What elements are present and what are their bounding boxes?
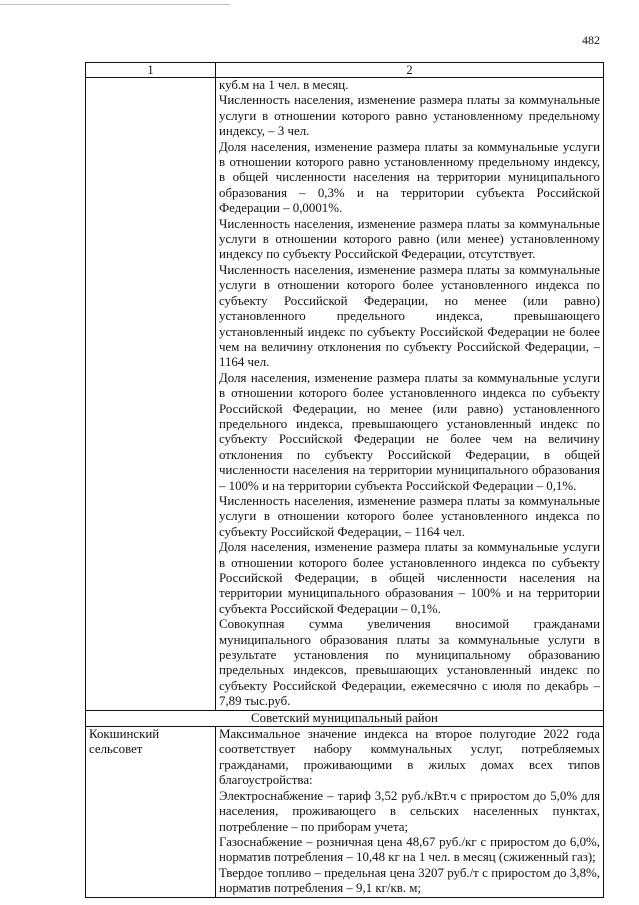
paragraph: Совокупная сумма увеличения вносимой гражданами муниципального образования платы за коммунальные услуги в результате установления по муниципальному образованию предельных индексов, превышающих установленный индекс по субъекту Российской Федерации, ежемесячно с июля по декабрь – 7,89 тыс.руб. (219, 617, 600, 709)
paragraph: Численность населения, изменение размера платы за коммунальные услуги в отношении которого равно установленному предельному индексу, – 3 чел. (219, 93, 600, 139)
document-table (85, 62, 604, 898)
paragraph: Численность населения, изменение размера платы за коммунальные услуги в отношении которого более установленного индекса по субъекту Российской Федерации, – 1164 чел. (219, 493, 600, 539)
paragraph: Численность населения, изменение размера платы за коммунальные услуги в отношении которого более установленного индекса по субъекту Российской Федерации, но менее (или равно) установленного предельного индекса, превышающего установленный индекс по субъекту Российской Федерации не более чем на величину отклонения по субъекту Российской Федерации, – 1164 чел. (219, 262, 600, 370)
paragraph: Доля населения, изменение размера платы за коммунальные услуги в отношении которого более установленного индекса по субъекту Российской Федерации, в общей численности населения на территории муниципального образования – 100% и на территории субъекта Российской Федерации – 0,1%. (219, 540, 600, 616)
scan-edge-line (0, 4, 230, 5)
table-row (86, 78, 604, 711)
paragraph: Доля населения, изменение размера платы за коммунальные услуги в отношении которого более установленного индекса по субъекту Российской Федерации, но менее (или равно) установленного предельного индекса, превышающего установленный индекс по субъекту Российской Федерации не более чем на величину отклонения по субъекту Российской Федерации, в общей численности населения на территории муниципального образования – 100% и на территории субъекта Российской Федерации – 0,1%. (219, 370, 600, 493)
paragraph: Доля населения, изменение размера платы за коммунальные услуги в отношении которого равно установленному предельному индексу, в общей численности населения на территории муниципального образования – 0,3% и на территории субъекта Российской Федерации – 0,0001%. (219, 139, 600, 216)
row2-text-cell (216, 727, 604, 897)
region-title: Советский муниципальный район (86, 710, 604, 726)
row1-left-cell (86, 78, 216, 711)
paragraph: куб.м на 1 чел. в месяц. (219, 78, 349, 92)
paragraph: Газоснабжение – розничная цена 48,67 руб./кг с приростом до 6,0%, норматив потребления – 10,48 кг на 1 чел. в месяц (сжиженный газ); (219, 834, 600, 865)
row1-text-cell (216, 78, 604, 711)
municipality-type: сельсовет (89, 742, 143, 757)
page-number: 482 (582, 33, 600, 47)
table-header-row (86, 63, 604, 78)
paragraph: Электроснабжение – тариф 3,52 руб./кВт.ч с приростом до 5,0% для населения, проживающего в сельских населенных пунктах, потребление – по приборам учета; (219, 788, 600, 834)
table-row (86, 727, 604, 897)
municipality-cell (86, 727, 216, 897)
municipality-name: Кокшинский (89, 727, 160, 742)
column-header-2: 2 (216, 63, 604, 78)
column-header-1: 1 (86, 63, 216, 78)
paragraph: Численность населения, изменение размера платы за коммунальные услуги в отношении которого равно (или менее) установленному индексу по субъекту Российской Федерации, отсутствует. (219, 216, 600, 262)
region-header-row (86, 710, 604, 726)
paragraph: Максимальное значение индекса на второе полугодие 2022 года соответствует набору коммунальных услуг, потребляемых гражданами, проживающими в жилых домах всех типов благоустройства: (219, 727, 600, 788)
paragraph: Твердое топливо – предельная цена 3207 руб./т с приростом до 3,8%, норматив потребления – 9,1 кг/кв. м; (219, 865, 600, 896)
